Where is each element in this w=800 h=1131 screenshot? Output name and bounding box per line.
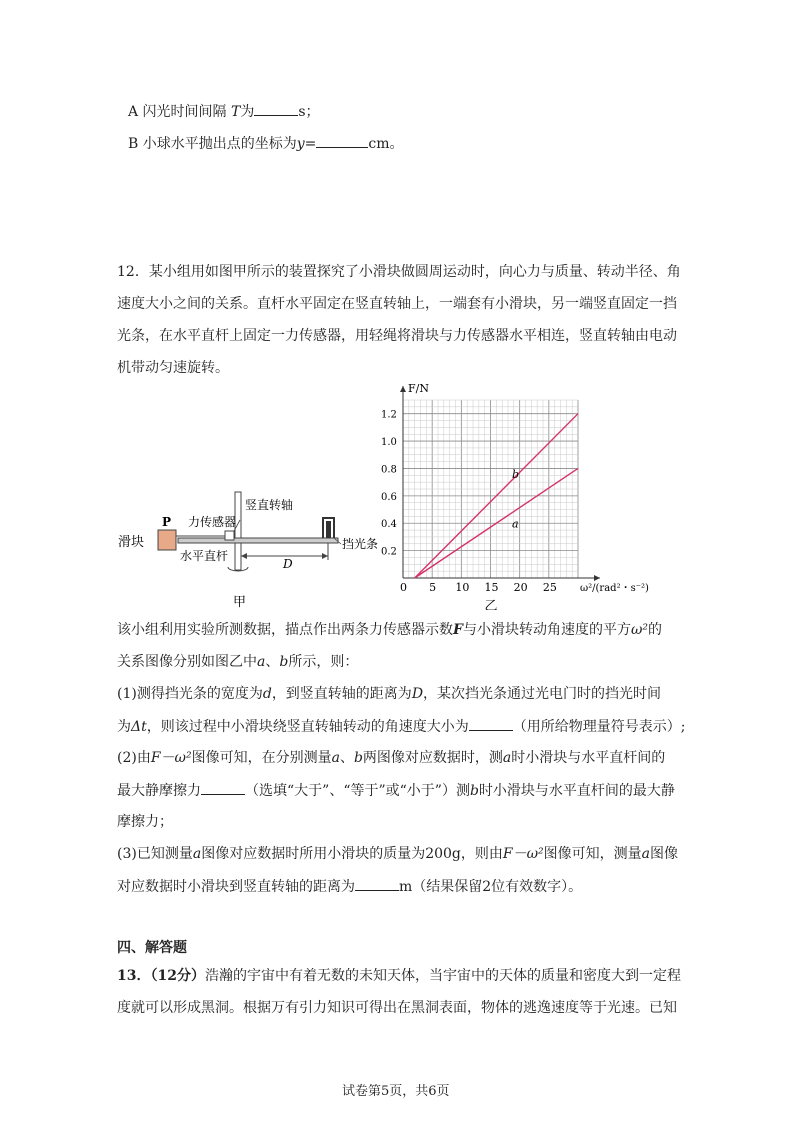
figure-yi-chart (381, 382, 649, 610)
series-label-a: a (512, 517, 519, 531)
chart-ticks (381, 410, 557, 594)
p2-sep: 、 (265, 654, 280, 670)
x-tick-label: 0 (400, 581, 407, 594)
x-tick-label: 15 (484, 581, 499, 594)
x-tick-label: 5 (429, 581, 437, 594)
s1-l2-post: （用所给物理量符号表示）; (512, 719, 686, 735)
s2-answer-blank[interactable] (201, 780, 245, 795)
p1-line (117, 620, 662, 640)
y-tick-label: 0.6 (381, 491, 397, 503)
s2-l2-mid: （选填“大于”、“等于”或“小于”）测 (245, 783, 470, 799)
p1-f: F (453, 622, 463, 638)
s1-dt: Δt (131, 719, 147, 735)
y-tick-label: 0.2 (381, 546, 397, 558)
s3-fw: F－ω² (502, 846, 544, 862)
s2-l1-post: 时小滑块与水平直杆间的 (511, 750, 666, 766)
qa-mid: 为 (240, 104, 255, 120)
p1-pre: 该小组利用实验所测数据，描点作出两条力传感器示数 (117, 622, 453, 638)
p1-w: ω² (630, 622, 648, 638)
y-axis-arrow (400, 386, 406, 392)
figures (108, 380, 668, 610)
s2-line-1 (117, 748, 665, 768)
figure-jia-apparatus (118, 492, 378, 610)
s3-l2-post: m（结果保留2位有效数字）。 (399, 879, 583, 895)
q13-number: 13．（12分） (117, 968, 205, 984)
s1-answer-blank[interactable] (469, 716, 513, 731)
s2-l1-pre: (2)由 (117, 750, 151, 766)
light-strip-fill (326, 521, 331, 538)
s2-b2: b (469, 783, 479, 799)
s3-l1-mid: 图像对应数据时所用小滑块的质量为200g，则由 (201, 846, 503, 862)
qa-post: s； (298, 104, 320, 120)
x-tick-label: 20 (513, 581, 528, 594)
s3-l1-post: 图像 (650, 846, 678, 862)
chart-grid (403, 400, 578, 578)
horizontal-rod (178, 538, 338, 543)
chart-axes (400, 386, 600, 581)
p2-pre: 关系图像分别如图乙中 (117, 654, 257, 670)
page-footer: 试卷第5页，共6页 (342, 1084, 450, 1099)
qa-text: A 闪光时间间隔 (128, 104, 227, 120)
qa-var: T (231, 104, 241, 120)
label-slider: 滑块 (118, 535, 145, 550)
chart-ylabel: F/N (408, 382, 429, 395)
x-tick-label: 10 (455, 581, 470, 594)
s3-line-1 (117, 844, 678, 864)
p1-post: 的 (647, 622, 662, 638)
q12-line-4: 机带动匀速旋转。 (117, 360, 229, 376)
label-vertical-axis: 竖直转轴 (245, 498, 294, 512)
s1-l1-post: ，某次挡光条通过光电门时的挡光时间 (423, 686, 662, 702)
y-tick-label: 0.4 (381, 519, 397, 531)
s1-line-1 (117, 684, 661, 704)
p2-a: a (257, 654, 266, 670)
qa-answer-blank[interactable] (254, 101, 298, 116)
s2-sep: 、 (339, 750, 354, 766)
qb-text: B 小球水平抛出点的坐标为 (128, 136, 297, 152)
x-axis-arrow (594, 575, 600, 581)
vertical-shaft (235, 492, 241, 570)
s2-l1-mid2: 两图像对应数据时，测 (362, 750, 503, 766)
s2-fw: F－ω² (150, 750, 192, 766)
p1-mid: 与小滑块转动角速度的平方 (462, 622, 631, 638)
q12-line-2: 速度大小之间的关系。直杆水平固定在竖直转轴上，一端套有小滑块，另一端竖直固定一挡 (117, 296, 677, 312)
s2-l2-post: 时小滑块与水平直杆间的最大静 (478, 783, 675, 799)
label-light-strip: 挡光条 (342, 537, 379, 551)
p2-post: 所示，则： (288, 654, 359, 670)
x-tick-label: 25 (542, 581, 557, 594)
section-heading-answers: 四、解答题 (117, 940, 187, 956)
figure-jia-caption: 甲 (233, 595, 247, 610)
s1-line-2 (117, 716, 685, 737)
s3-l1-mid2: 图像可知，测量 (543, 846, 642, 862)
s3-line-2 (117, 876, 582, 897)
chart-xlabel: ω²/(rad²・s⁻²) (580, 583, 649, 594)
label-force-sensor: 力传感器 (188, 515, 237, 529)
s1-d: d (262, 686, 272, 702)
s3-answer-blank[interactable] (355, 876, 399, 891)
series-label-b: b (512, 468, 520, 482)
s1-l2-mid: ，则该过程中小滑块绕竖直转轴转动的角速度大小为 (146, 719, 469, 735)
s2-l1-mid: 图像可知，在分别测量 (191, 750, 332, 766)
qb-answer-blank[interactable] (316, 133, 368, 148)
s3-l1-pre: (3)已知测量 (117, 846, 193, 862)
q13-line-1 (117, 966, 681, 986)
question-b-line (128, 133, 404, 154)
s3-l2-pre: 对应数据时小滑块到竖直转轴的距离为 (117, 879, 355, 895)
s1-l1-pre: (1)测得挡光条的宽度为 (117, 686, 263, 702)
s2-a2: a (502, 750, 512, 766)
label-horizontal-rod: 水平直杆 (180, 549, 229, 563)
p2-line (117, 652, 358, 672)
s2-l2-pre: 最大静摩擦力 (117, 783, 201, 799)
s1-l2-pre: 为 (117, 719, 131, 735)
s2-a: a (331, 750, 340, 766)
qb-post: cm。 (368, 136, 404, 152)
s3-a2: a (641, 846, 650, 862)
question-a-line (128, 101, 320, 122)
s2-line-3: 摩擦力； (117, 814, 173, 830)
label-d: D (283, 557, 293, 571)
q13-line-2: 度就可以形成黑洞。根据万有引力知识可得出在黑洞表面，物体的逃逸速度等于光速。已知 (117, 1000, 677, 1016)
y-tick-label: 0.8 (381, 464, 397, 476)
figure-yi-caption: 乙 (484, 599, 498, 610)
label-p: P (162, 515, 172, 529)
s1-l1-mid: ，到竖直转轴的距离为 (271, 686, 412, 702)
slider-block (158, 530, 176, 550)
qb-mid: = (304, 136, 317, 152)
s2-line-2 (117, 780, 675, 801)
qb-var: y (296, 136, 305, 152)
p2-b: b (279, 654, 289, 670)
s2-b: b (353, 750, 363, 766)
force-sensor (225, 531, 234, 540)
s3-a: a (192, 846, 202, 862)
q12-line-3: 光条，在水平直杆上固定一力传感器，用轻绳将滑块与力传感器水平相连，竖直转轴由电动 (117, 328, 677, 344)
s1-dd: D (411, 686, 424, 702)
y-tick-label: 1.2 (381, 409, 397, 421)
q12-line-1: 12．某小组用如图甲所示的装置探究了小滑块做圆周运动时，向心力与质量、转动半径、角 (117, 264, 681, 280)
q13-l1: 浩瀚的宇宙中有着无数的未知天体，当宇宙中的天体的质量和密度大到一定程 (204, 968, 681, 984)
y-tick-label: 1.0 (381, 437, 397, 449)
